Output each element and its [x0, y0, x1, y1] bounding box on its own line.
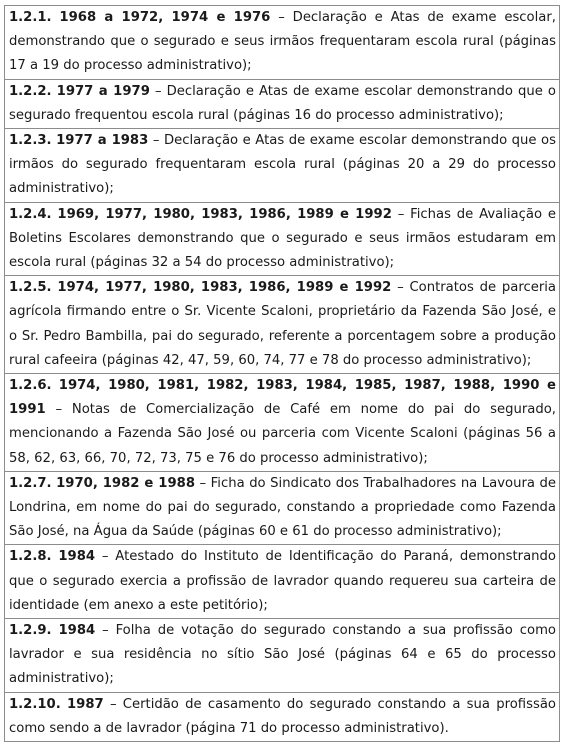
- item-number: 1.2.10.: [9, 696, 61, 712]
- item-text: – Declaração e Atas de exame escolar, demonstrando que o segurado e seus irmãos frequentaram escola rural (páginas 17 a 19 do processo administrativo);: [9, 10, 556, 74]
- item-years: 1970, 1982 e 1988: [56, 475, 195, 491]
- item-years: 1968 a 1972, 1974 e 1976: [59, 10, 271, 25]
- evidence-list: [4, 5, 560, 742]
- list-item: [4, 373, 560, 472]
- item-text: – Folha de votação do segurado constando a sua profissão como lavrador e sua residência no sítio São José (páginas 64 e 65 do processo administrativo);: [9, 623, 556, 687]
- list-item: [4, 692, 560, 742]
- item-text: – Atestado do Instituto de Identificação do Paraná, demonstrando que o segurado exercia a profissão de lavrador quando requereu sua carteira de identidade (em anexo a este petitório);: [9, 549, 556, 613]
- item-number: 1.2.8.: [9, 549, 52, 565]
- item-text: – Notas de Comercialização de Café em nome do pai do segurado, mencionando a Fazenda São José ou parceria com Vicente Scaloni (páginas 56 a 58, 62, 63, 66, 70, 72, 73, 75 e 76 do processo administrativo);: [9, 402, 556, 466]
- list-item: [4, 471, 560, 546]
- list-item: [4, 128, 560, 203]
- item-text: – Declaração e Atas de exame escolar demonstrando que os irmãos do segurado frequentaram escola rural (páginas 20 a 29 do processo administrativo);: [9, 133, 556, 197]
- item-number: 1.2.9.: [9, 623, 52, 639]
- item-number: 1.2.3.: [9, 133, 52, 149]
- item-text: – Declaração e Atas de exame escolar demonstrando que o segurado frequentou escola rural (páginas 16 do processo administrativo);: [9, 83, 556, 123]
- item-text: – Fichas de Avaliação e Boletins Escolares demonstrando que o segurado e seus irmãos estudaram em escola rural (páginas 32 a 54 do processo administrativo);: [9, 206, 556, 271]
- item-years: 1977 a 1983: [56, 133, 149, 149]
- list-item: [4, 275, 560, 374]
- item-text: – Contratos de parceria agrícola firmando entre o Sr. Vicente Scaloni, proprietário da Fazenda São José, e o Sr. Pedro Bambilla, pai do segurado, referente a porcentagem sobre a produção rural cafeeira (páginas 42, 47, 59, 60, 74, 77 e 78 do processo administrativo);: [9, 280, 556, 368]
- item-number: 1.2.6.: [9, 378, 52, 394]
- item-years: 1969, 1977, 1980, 1983, 1986, 1989 e 1992: [57, 206, 392, 222]
- list-item: [4, 202, 560, 277]
- item-number: 1.2.5.: [9, 280, 52, 296]
- item-years: 1984: [58, 623, 96, 639]
- list-item: [4, 618, 560, 693]
- list-item: [4, 79, 560, 129]
- item-text: – Ficha do Sindicato dos Trabalhadores na Lavoura de Londrina, em nome do pai do segurado, constando a propriedade como Fazenda São José, na Água da Saúde (páginas 60 e 61 do processo administrativo);: [9, 475, 556, 540]
- list-item: [4, 5, 560, 80]
- item-number: 1.2.4.: [9, 206, 52, 222]
- item-years: 1984: [58, 549, 96, 565]
- list-item: [4, 544, 560, 619]
- item-years: 1974, 1977, 1980, 1983, 1986, 1989 e 1992: [57, 280, 392, 296]
- item-years: 1974, 1980, 1981, 1982, 1983, 1984, 1985, 1987, 1988, 1990 e 1991: [9, 378, 556, 418]
- item-number: 1.2.7.: [9, 475, 52, 491]
- item-number: 1.2.1.: [9, 10, 52, 25]
- item-years: 1987: [66, 696, 104, 712]
- item-number: 1.2.2.: [9, 83, 52, 99]
- item-text: – Certidão de casamento do segurado constando a sua profissão como sendo a de lavrador (página 71 do processo administrativo).: [9, 696, 556, 736]
- item-years: 1977 a 1979: [56, 83, 150, 99]
